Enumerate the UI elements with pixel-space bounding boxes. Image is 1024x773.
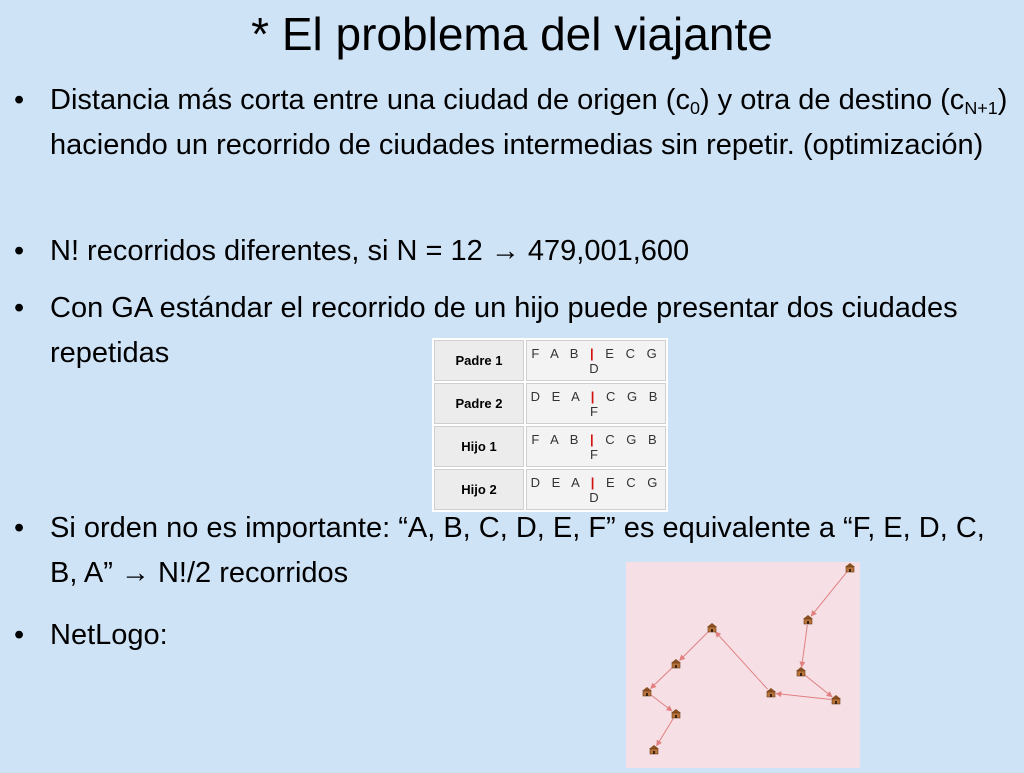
house-icon [649, 745, 659, 754]
tour-links [651, 572, 847, 746]
chromosome-left: D E A [530, 388, 584, 404]
tour-link [680, 632, 709, 661]
tour-link [657, 718, 674, 745]
slide-title: * El problema del viajante [251, 8, 773, 60]
chromosome-cell [526, 469, 666, 510]
subscript: 0 [689, 98, 700, 119]
bullet-text: Con GA estándar el recorrido de un hijo puede presentar dos ciudades repetidas [50, 292, 958, 369]
row-label: Padre 2 [434, 383, 524, 424]
crossover-point: | [590, 431, 598, 447]
tour-link [651, 695, 672, 711]
chromosome-right: E C G D [589, 345, 661, 376]
chromosome-left: F A B [531, 345, 583, 361]
bullet-dot: • [14, 235, 25, 267]
chromosome-right: C G B F [590, 388, 662, 419]
bullet-dot: • [14, 84, 25, 116]
chromosome-right: E C G D [589, 474, 662, 505]
row-label: Padre 1 [434, 340, 524, 381]
bullet-dot: • [14, 512, 25, 544]
bullet-text [50, 78, 1010, 168]
tour-graph [626, 562, 860, 768]
subscript: N+1 [964, 98, 998, 119]
chromosome-left: F A B [531, 431, 583, 447]
crossover-point: | [590, 474, 599, 490]
bullet-dot: • [14, 619, 25, 651]
bullet-text-part: Distancia más corta entre una ciudad de origen (c [50, 84, 690, 116]
house-icon [796, 667, 806, 676]
chromosome-right: C G B F [590, 431, 661, 462]
tour-link [811, 572, 847, 616]
crossover-table [432, 338, 668, 512]
row-label: Hijo 1 [434, 426, 524, 467]
chromosome-cell [526, 426, 666, 467]
chromosome-cell [526, 383, 666, 424]
bullet-text: Si orden no es importante: “A, B, C, D, E, F” es equivalente a “F, E, D, C, B, A” → N!/2 recorridos [50, 512, 985, 589]
bullet-text: N! recorridos diferentes, si N = 12 → 479,001,600 [50, 235, 690, 267]
table-row [434, 469, 666, 510]
bullet-text-part: ) y otra de destino (c [699, 84, 965, 116]
house-icon [831, 695, 841, 704]
tour-link [805, 675, 832, 697]
city-nodes [642, 563, 855, 754]
house-icon [707, 623, 717, 632]
chromosome-cell [526, 340, 666, 381]
tour-link [651, 667, 673, 688]
bullet-text: NetLogo: [50, 619, 168, 651]
crossover-point: | [590, 345, 598, 361]
tour-link [776, 694, 831, 700]
house-icon [671, 709, 681, 718]
bullet-text-part: ) haciendo un recorrido de ciudades intermedias sin repetir. (optimización) [50, 84, 1008, 161]
row-label: Hijo 2 [434, 469, 524, 510]
table-row [434, 340, 666, 381]
chromosome-left: D E A [530, 474, 584, 490]
table-row [434, 383, 666, 424]
tour-link [715, 632, 767, 690]
netlogo-tour-view [626, 562, 860, 768]
table-row [434, 426, 666, 467]
tour-link [802, 625, 808, 667]
bullet-dot: • [14, 292, 25, 324]
crossover-point: | [590, 388, 599, 404]
house-icon [845, 563, 855, 572]
